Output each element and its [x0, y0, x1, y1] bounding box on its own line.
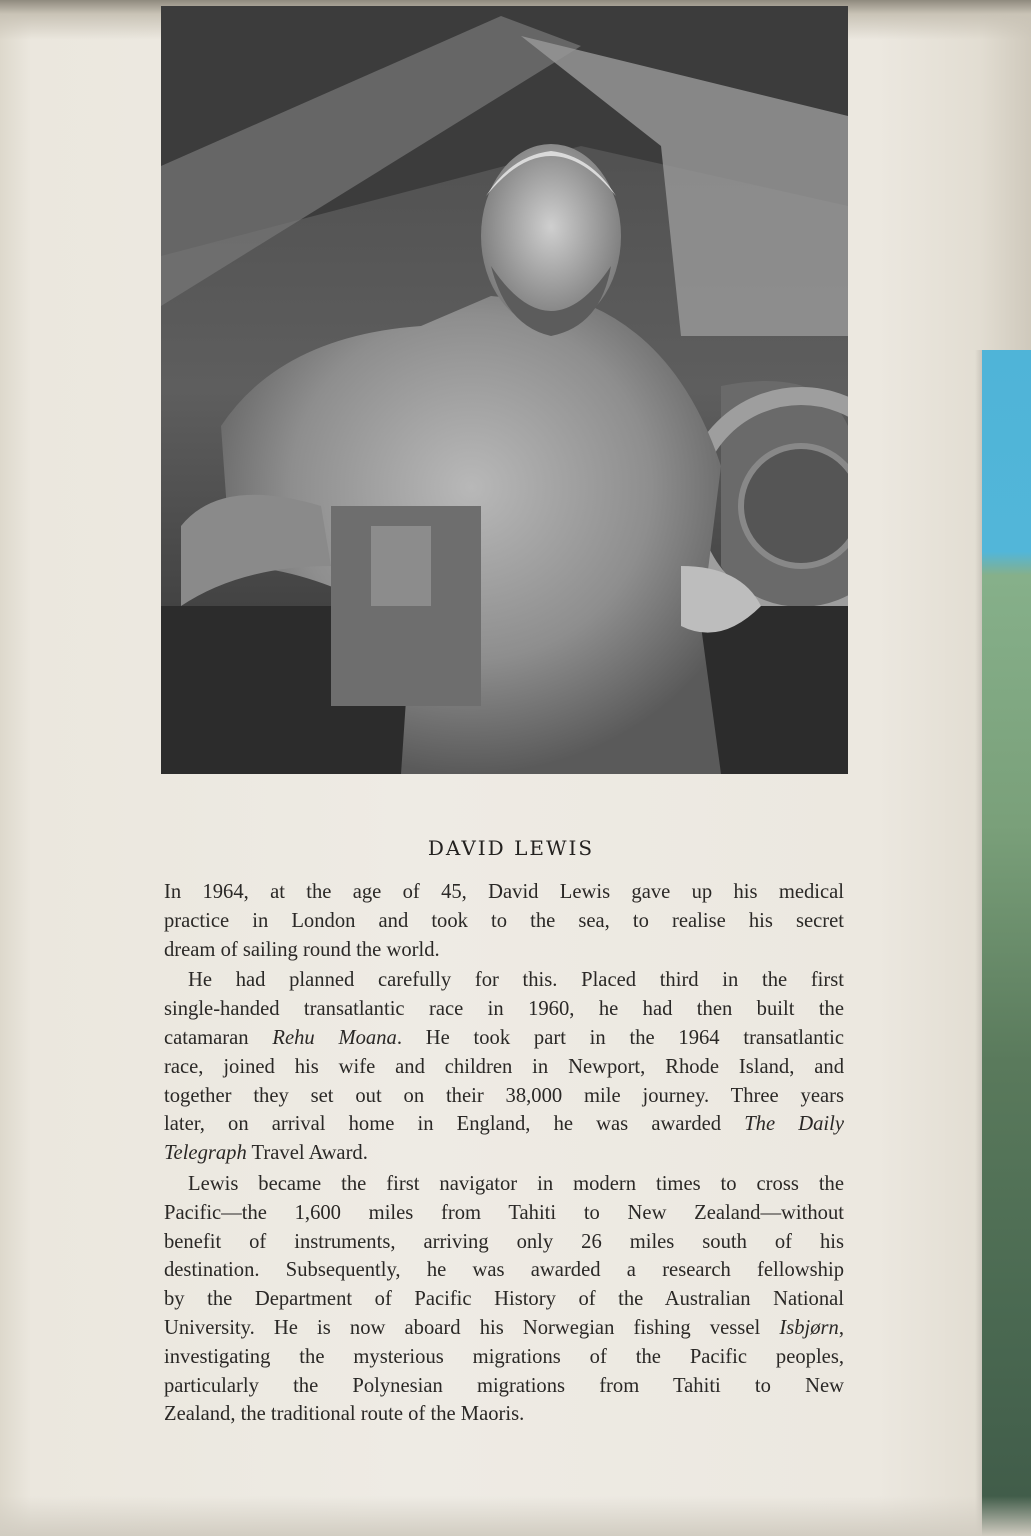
bio-paragraph-2 — [164, 966, 844, 1168]
boat-name-rehu-moana: Rehu Moana — [272, 1026, 397, 1049]
face — [481, 144, 621, 328]
wheel-hub — [741, 446, 848, 566]
text-run: Travel Award. — [246, 1142, 368, 1165]
text-line — [164, 1024, 844, 1053]
text-run: . He took part in the 1964 transatlantic — [396, 1026, 844, 1049]
text-line: Lewis became the first navigator in modern times to cross the — [188, 1172, 844, 1195]
text-line: destination. Subsequently, he was awarded a research fellowship — [164, 1259, 844, 1282]
newspaper-title: The Daily — [744, 1113, 844, 1136]
author-biography — [164, 878, 844, 1431]
spine-color-strip — [982, 350, 1031, 1536]
text-line: investigating the mysterious migrations of the Pacific peoples, — [164, 1345, 844, 1368]
text-line — [164, 1110, 844, 1139]
text-line: He had planned carefully for this. Placed third in the first — [188, 969, 844, 992]
worn-bottom-edge — [0, 1496, 1031, 1536]
bio-paragraph-3 — [164, 1170, 844, 1429]
vessel-name-isbjorn: Isbjørn — [779, 1316, 839, 1339]
text-run: , — [838, 1316, 844, 1339]
text-line: practice in London and took to the sea, to realise his secret — [164, 909, 844, 932]
post-top — [371, 526, 431, 606]
text-line: Zealand, the traditional route of the Maoris. — [164, 1403, 525, 1426]
text-run: catamaran — [164, 1026, 273, 1049]
text-line: Pacific—the 1,600 miles from Tahiti to New Zealand—without — [164, 1201, 844, 1224]
text-line: by the Department of Pacific History of the Australian National — [164, 1288, 844, 1311]
text-line: together they set out on their 38,000 mile journey. Three years — [164, 1084, 844, 1107]
text-line — [164, 1139, 844, 1168]
text-run: later, on arrival home in England, he was awarded — [164, 1113, 745, 1136]
text-line: In 1964, at the age of 45, David Lewis gave up his medical — [164, 881, 844, 903]
text-line: benefit of instruments, arriving only 26 miles south of his — [164, 1230, 844, 1253]
newspaper-title: Telegraph — [164, 1142, 247, 1165]
bio-paragraph-1 — [164, 878, 844, 964]
portrait-photo-icon — [161, 6, 848, 774]
author-photo — [161, 6, 848, 774]
text-line: particularly the Polynesian migrations from Tahiti to New — [164, 1374, 844, 1397]
text-line: race, joined his wife and children in Newport, Rhode Island, and — [164, 1055, 844, 1078]
text-run: University. He is now aboard his Norwegian fishing vessel — [164, 1316, 780, 1339]
text-line: dream of sailing round the world. — [164, 938, 440, 961]
text-line: single-handed transatlantic race in 1960, he had then built the — [164, 998, 844, 1021]
author-name-heading: DAVID LEWIS — [427, 836, 595, 860]
text-line — [164, 1314, 844, 1343]
